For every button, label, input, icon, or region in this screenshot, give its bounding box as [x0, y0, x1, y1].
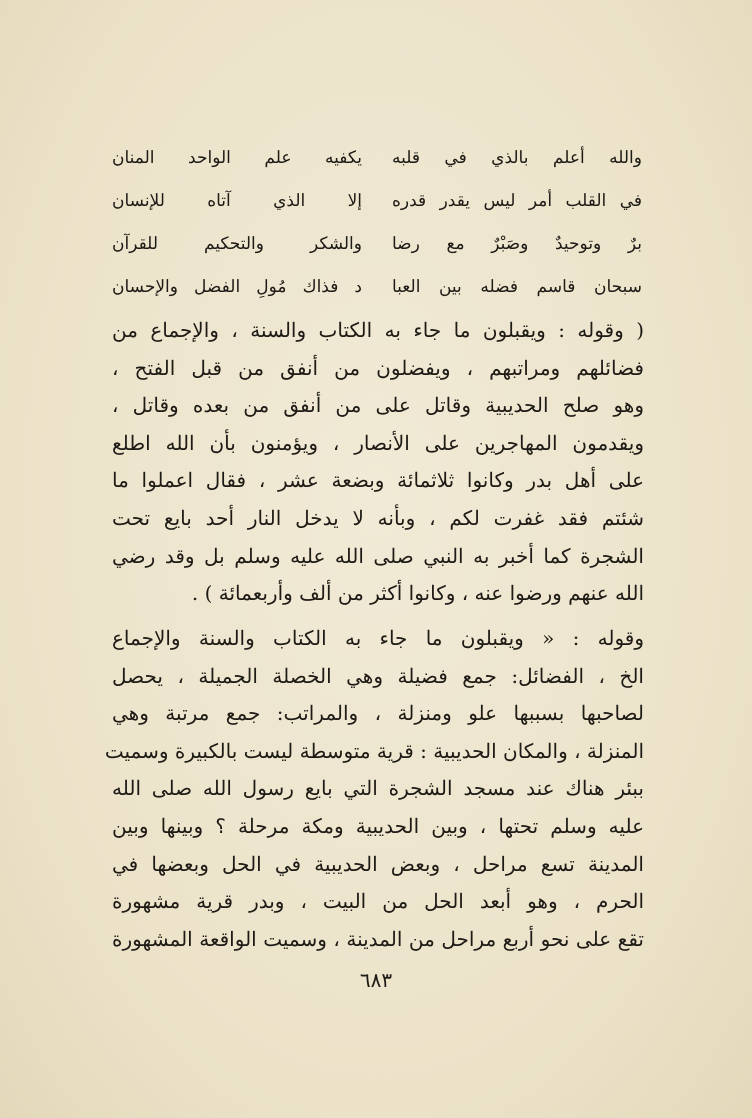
text-line: المنزلة ، والمكان الحديبية : قرية متوسطة ليست بالكبيرة وسميت [104, 738, 644, 763]
poem [112, 136, 642, 308]
page-number: ٦٨٣ [359, 968, 393, 992]
text-line: ويقدمون المهاجرين على الأنصار ، ويؤمنون بأن الله اطلع [112, 430, 644, 455]
text-line: المدينة تسع مراحل ، وبعض الحديبية في الحل وبعضها في [112, 851, 644, 876]
text-line: على أهل بدر وكانوا ثلاثمائة وبضعة عشر ، فقال اعملوا ما [112, 468, 644, 493]
text-line: لصاحبها بسببها علو ومنزلة ، والمراتب: جمع مرتبة وهي [112, 701, 644, 726]
text-line: فضائلهم ومراتبهم ، ويفضلون من أنفق من قبل الفتح ، [112, 355, 644, 380]
verse-second-hemistich: يكفيه علم الواحد المنان [112, 147, 362, 168]
text-line: وقوله : « ويقبلون ما جاء به الكتاب والسنة والإجماع [112, 626, 644, 650]
verse-first-hemistich: سبحان قاسم فضله بين العبا [392, 276, 642, 297]
verse-first-hemistich: برٌ وتوحيدٌ وصَبْرٌ مع رضا [392, 233, 642, 254]
text-line: الله عنهم ورضوا عنه ، وكانوا أكثر من ألف وأربعمائة ) . [191, 581, 644, 606]
poem-verse [112, 222, 642, 265]
text-line: الحرم ، وهو أبعد الحل من البيت ، وبدر قرية مشهورة [112, 889, 645, 914]
text-line: وهو صلح الحديبية وقاتل على من أنفق من بعده وقاتل ، [112, 393, 644, 418]
verse-first-hemistich: في القلب أمر ليس يقدر قدره [392, 190, 642, 211]
text-line: شئتم فقد غفرت لكم ، وبأنه لا يدخل النار أحد بايع تحت [112, 505, 644, 530]
text-line: الخ ، الفضائل: جمع فضيلة وهي الخصلة الجميلة ، يحصل [112, 663, 644, 688]
text-line: تقع على نحو أربع مراحل من المدينة ، وسميت الواقعة المشهورة [112, 926, 645, 951]
text-line: ( وقوله : ويقبلون ما جاء به الكتاب والسنة ، والإجماع من [112, 318, 644, 342]
poem-verse [112, 179, 642, 222]
text-line: عليه وسلم تحتها ، وبين الحديبية ومكة مرحلة ؟ وبينها وبين [112, 813, 644, 838]
verse-second-hemistich: والشكر والتحكيم للقرآن [112, 233, 362, 254]
verse-first-hemistich: والله أعلم بالذي في قلبه [392, 147, 642, 168]
poem-verse [112, 136, 642, 179]
commentary-paragraph [104, 620, 645, 958]
text-line: ببئر هناك عند مسجد الشجرة التي بايع رسول الله صلى الله [112, 776, 644, 801]
verse-second-hemistich: د فذاك مُولِ الفضل والإحسان [112, 276, 362, 297]
quoted-text-paragraph [112, 312, 644, 613]
poem-verse [112, 265, 642, 308]
verse-second-hemistich: إلا الذي آتاه للإنسان [112, 190, 362, 211]
text-line: الشجرة كما أخبر به النبي صلى الله عليه وسلم بل وقد رضي [112, 543, 644, 568]
